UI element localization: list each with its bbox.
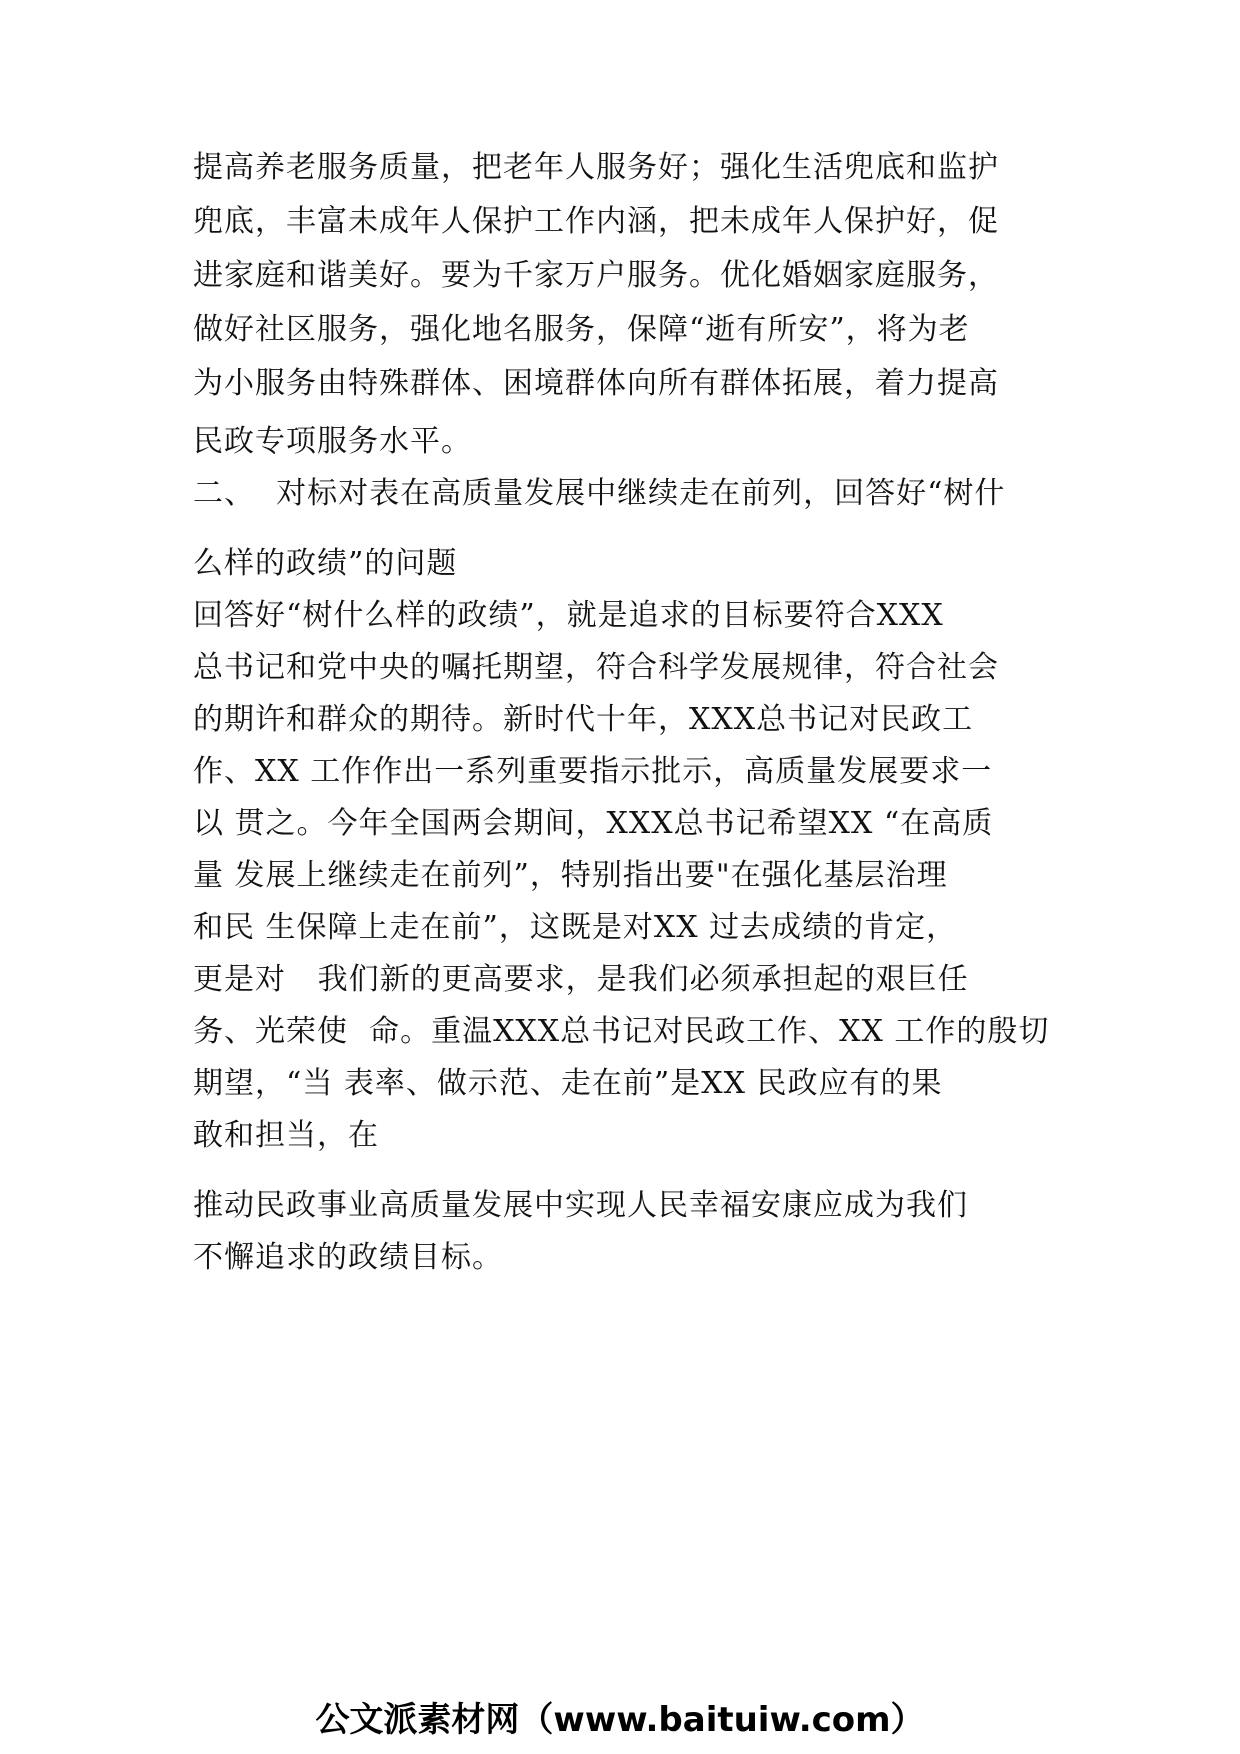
body-line-10: 作、XX 工作作出一系列重要指示批示，高质量发展要求一: [193, 754, 993, 789]
body-line-11: 以 贯之。今年全国两会期间，XXX总书记希望XX “在高质: [193, 806, 994, 841]
body-line-15: 务、光荣使 命。重温XXX总书记对民政工作、XX 工作的殷切: [193, 1014, 1050, 1049]
body-line-14: 更是对 我们新的更高要求，是我们必须承担起的艰巨任: [193, 962, 969, 997]
body-line-4: 做好社区服务，强化地名服务，保障“逝有所安”，将为老: [193, 312, 970, 347]
body-line-17: 敢和担当，在: [193, 1118, 379, 1153]
body-line-13: 和民 生保障上走在前”，这既是对XX 过去成绩的肯定，: [193, 910, 958, 945]
body-line-12: 量 发展上继续走在前列”，特别指出要"在强化基层治理: [193, 858, 948, 893]
body-line-3: 进家庭和谐美好。要为千家万户服务。优化婚姻家庭服务，: [193, 258, 999, 293]
body-line-2: 兜底，丰富未成年人保护工作内涵，把未成年人保护好，促: [193, 204, 999, 239]
section-heading-line-1: 二、 对标对表在高质量发展中继续走在前列，回答好“树什: [193, 476, 1006, 511]
body-line-5: 为小服务由特殊群体、困境群体向所有群体拓展，着力提高: [193, 366, 999, 401]
body-line-16: 期望，“当 表率、做示范、走在前”是XX 民政应有的果: [193, 1066, 943, 1101]
section-heading-line-2: 么样的政绩”的问题: [193, 546, 458, 581]
body-line-9: 的期许和群众的期待。新时代十年，XXX总书记对民政工: [193, 702, 974, 737]
body-line-19: 不懈追求的政绩目标。: [193, 1240, 503, 1275]
body-line-6: 民政专项服务水平。: [193, 424, 472, 459]
body-line-7: 回答好“树什么样的政绩”，就是追求的目标要符合XXX: [193, 598, 944, 633]
body-line-8: 总书记和党中央的嘱托期望，符合科学发展规律，符合社会: [193, 650, 999, 685]
body-line-18: 推动民政事业高质量发展中实现人民幸福安康应成为我们: [193, 1188, 968, 1223]
body-line-1: 提高养老服务质量，把老年人服务好；强化生活兜底和监护: [193, 150, 999, 185]
footer-watermark: 公文派素材网（www.baituiw.com）: [315, 1700, 925, 1740]
